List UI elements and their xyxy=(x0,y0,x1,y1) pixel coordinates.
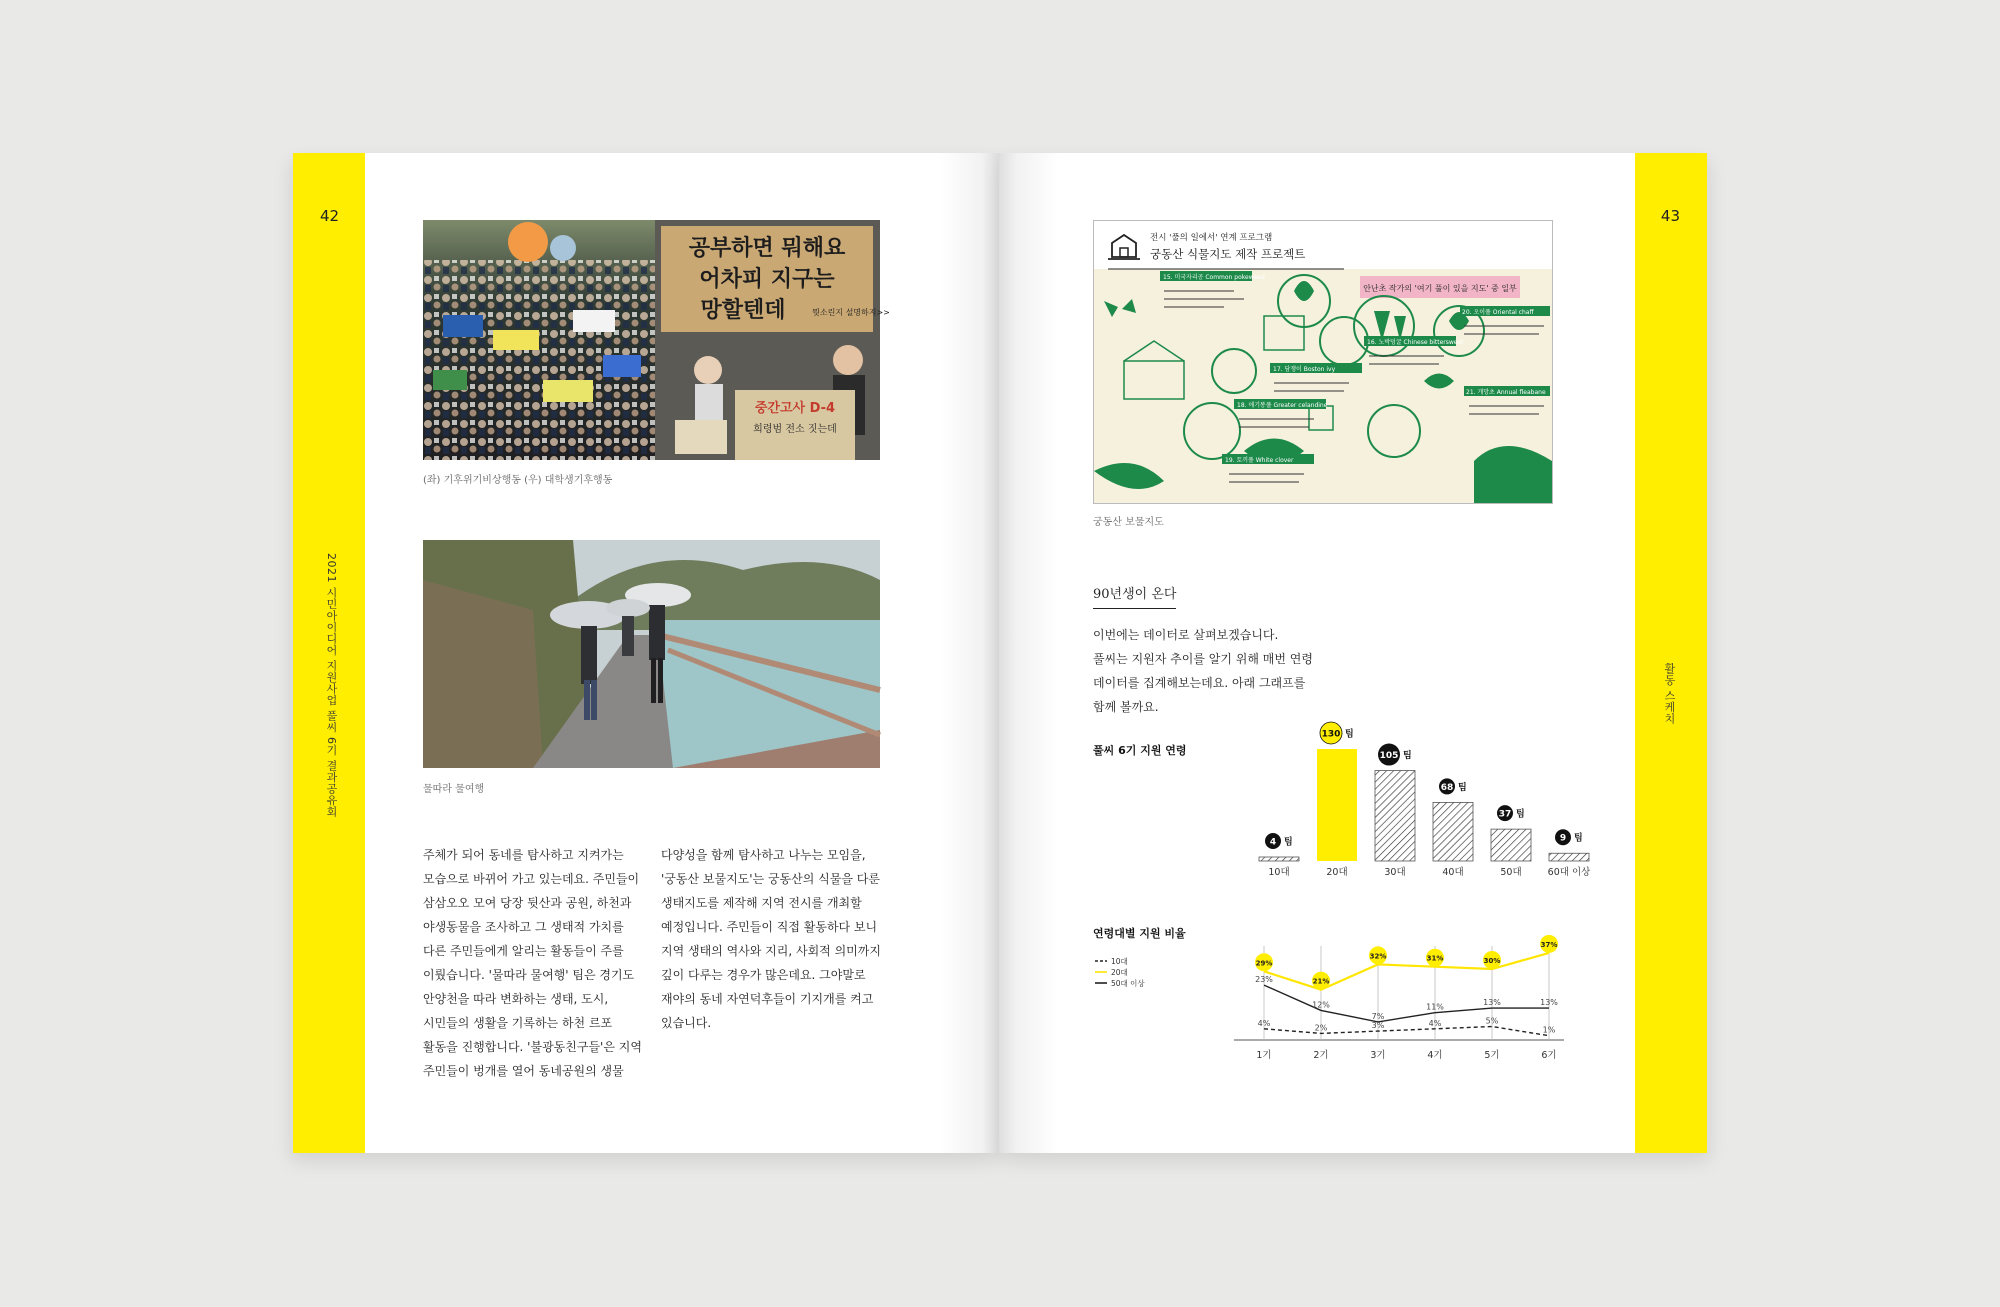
line-category-label: 1기 xyxy=(1256,1050,1272,1061)
body1-line: 다른 주민들에게 알리는 활동들이 주를 xyxy=(423,944,624,958)
magazine-spread xyxy=(293,153,1707,1153)
left-page xyxy=(293,153,999,1153)
body1-line: 주민들이 벙개를 열어 동네공원의 생물 xyxy=(423,1064,624,1078)
intro-text xyxy=(1093,623,1353,719)
legend-label: 20대 xyxy=(1111,968,1128,977)
map-title: 궁동산 식물지도 제작 프로젝트 xyxy=(1150,247,1306,261)
series-point-label: 12% xyxy=(1312,1000,1330,1010)
bar-value-label: 105 xyxy=(1379,751,1399,762)
bar-value-label: 9 xyxy=(1559,833,1567,844)
body2-line: 깊이 다루는 경우가 많은데요. 그야말로 xyxy=(661,968,866,982)
body1-line: 삼삼오오 모여 당장 뒷산과 공원, 하천과 xyxy=(423,896,632,910)
series-point-label: 2% xyxy=(1314,1023,1328,1033)
bar-chart-title: 풀씨 6기 지원 연령 xyxy=(1093,744,1187,757)
body2-line: 지역 생태의 역사와 지리, 사회적 의미까지 xyxy=(661,944,881,958)
boardwalk-photo-graphic xyxy=(423,540,880,768)
bar-40대 xyxy=(1433,802,1473,861)
protest-photo-graphic xyxy=(423,220,890,460)
line-chart-legend xyxy=(1093,953,1213,1003)
map-tag: 안난초 작가의 '여기 풀이 있을 지도' 중 일부 xyxy=(1363,284,1517,293)
bar-category-label: 40대 xyxy=(1442,867,1464,878)
bar-category-label: 20대 xyxy=(1326,867,1348,878)
running-title-right: 활동 스케치 xyxy=(1663,663,1676,725)
plant-map xyxy=(1093,220,1553,504)
sign-line-2: 어차피 지구는 xyxy=(699,267,835,292)
series-point-label: 11% xyxy=(1426,1002,1444,1012)
series-point-label: 31% xyxy=(1426,954,1444,963)
map-caption: 궁동산 보물지도 xyxy=(1093,517,1164,528)
map-label: 18. 애기똥풀 Greater celandine xyxy=(1237,402,1328,409)
bar-unit-label: 팀 xyxy=(1284,837,1293,848)
map-label: 17. 담쟁이 Boston ivy xyxy=(1273,366,1336,373)
legend-label: 50대 이상 xyxy=(1111,979,1145,988)
running-title-left: 2021 시민아이디어 지원사업 풀씨 6기 결과공유회 xyxy=(325,553,338,818)
bar-unit-label: 팀 xyxy=(1345,729,1354,740)
body1-line: 주체가 되어 동네를 탐사하고 지켜가는 xyxy=(423,848,624,862)
map-label: 16. 노박덩굴 Chinese bittersweet xyxy=(1367,339,1464,346)
right-page xyxy=(999,153,1707,1153)
boardwalk-photo-caption: 물따라 물여행 xyxy=(423,784,485,795)
map-label: 19. 토끼풀 White clover xyxy=(1225,457,1294,464)
bar-30대 xyxy=(1375,771,1415,861)
body1-line: 활동을 진행합니다. '불광동친구들'은 지역 xyxy=(423,1040,642,1054)
body2-line: 예정입니다. 주민들이 직접 활동하다 보니 xyxy=(661,920,878,934)
series-point-label: 7% xyxy=(1371,1011,1385,1021)
body1-line: 야생동물을 조사하고 그 생태적 가치를 xyxy=(423,920,624,934)
series-point-label: 32% xyxy=(1369,952,1387,961)
bar-value-label: 4 xyxy=(1269,837,1277,848)
body1-line: 모습으로 바뀌어 가고 있는데요. 주민들이 xyxy=(423,872,640,886)
body1-line: 시민들의 생활을 기록하는 하천 르포 xyxy=(423,1016,613,1030)
bar-value-label: 37 xyxy=(1498,809,1512,820)
series-point-label: 3% xyxy=(1371,1021,1385,1031)
bar-category-label: 60대 이상 xyxy=(1547,867,1591,878)
line-category-label: 4기 xyxy=(1427,1050,1443,1061)
line-category-label: 2기 xyxy=(1313,1050,1329,1061)
series-point-label: 5% xyxy=(1485,1016,1499,1026)
body2-line: 생태지도를 제작해 지역 전시를 개최할 xyxy=(661,896,862,910)
bar-unit-label: 팀 xyxy=(1403,751,1412,762)
series-point-label: 21% xyxy=(1312,977,1330,986)
body-column-2 xyxy=(661,843,881,1035)
bar-unit-label: 팀 xyxy=(1574,833,1583,844)
map-label: 15. 미국자리공 Common pokeweed xyxy=(1163,274,1265,281)
plant-map-graphic xyxy=(1094,221,1552,503)
protest-photo xyxy=(423,220,890,460)
legend-label: 10대 xyxy=(1111,957,1128,966)
map-program: 전시 '풀의 일에서' 연계 프로그램 xyxy=(1150,233,1273,243)
bar-category-label: 50대 xyxy=(1500,867,1522,878)
series-point-label: 4% xyxy=(1257,1018,1271,1028)
left-gutter-shadow xyxy=(939,153,999,1153)
series-point-label: 4% xyxy=(1428,1018,1442,1028)
body-column-1 xyxy=(423,843,643,1083)
series-line-50대 이상 xyxy=(1264,985,1549,1022)
right-yellow-band xyxy=(1635,153,1707,1153)
intro-line: 이번에는 데이터로 살펴보겠습니다. xyxy=(1093,628,1279,642)
body1-line: 이뤘습니다. '물따라 물여행' 팀은 경기도 xyxy=(423,968,635,982)
bar-category-label: 30대 xyxy=(1384,867,1406,878)
bar-60대 이상 xyxy=(1549,853,1589,861)
protest-photo-caption: (좌) 기후위기비상행동 (우) 대학생기후행동 xyxy=(423,475,613,486)
intro-line: 데이터를 집계해보는데요. 아래 그래프를 xyxy=(1093,676,1306,690)
sign-small-text: 뭣소린지 설명하지>> xyxy=(812,308,890,317)
intro-line: 함께 볼까요. xyxy=(1093,700,1159,714)
series-point-label: 13% xyxy=(1540,998,1558,1008)
body2-line: 재야의 동네 자연덕후들이 기지개를 켜고 xyxy=(661,992,874,1006)
line-chart-title: 연령대별 지원 비율 xyxy=(1093,927,1186,940)
intro-line: 풀씨는 지원자 추이를 알기 위해 매번 연령 xyxy=(1093,652,1313,666)
bar-value-label: 68 xyxy=(1440,782,1454,793)
sign-line-3: 망할텐데 xyxy=(700,298,786,323)
page-number-left: 42 xyxy=(320,207,340,225)
boardwalk-photo xyxy=(423,540,880,768)
bar-unit-label: 팀 xyxy=(1516,809,1525,820)
right-gutter-shadow xyxy=(999,153,1059,1153)
sign-line-1: 공부하면 뭐해요 xyxy=(688,236,846,261)
map-label: 20. 오이풀 Oriental chaff xyxy=(1462,309,1534,316)
body2-line: 다양성을 함께 탐사하고 나누는 모임을, xyxy=(661,848,866,862)
body1-line: 안양천을 따라 변화하는 생태, 도시, xyxy=(423,992,609,1006)
bar-chart xyxy=(1249,729,1591,881)
body2-line: 있습니다. xyxy=(661,1016,712,1030)
board-line-1: 중간고사 D-4 xyxy=(754,401,836,416)
series-point-label: 13% xyxy=(1483,998,1501,1008)
series-point-label: 1% xyxy=(1542,1025,1556,1035)
series-point-label: 23% xyxy=(1255,975,1273,985)
series-line-20대 xyxy=(1264,953,1549,990)
line-category-label: 5기 xyxy=(1484,1050,1500,1061)
board-line-2: 희령범 전소 짓는데 xyxy=(753,424,837,435)
bar-value-label: 130 xyxy=(1321,729,1341,740)
series-point-label: 37% xyxy=(1540,940,1558,949)
line-category-label: 6기 xyxy=(1541,1050,1557,1061)
series-line-10대 xyxy=(1264,1027,1549,1036)
map-label: 21. 개망초 Annual fleabane xyxy=(1466,389,1546,396)
bar-50대 xyxy=(1491,829,1531,861)
series-point-label: 30% xyxy=(1483,957,1501,965)
page-number-right: 43 xyxy=(1660,207,1680,225)
bar-20대 xyxy=(1317,749,1357,861)
series-point-label: 29% xyxy=(1255,959,1273,968)
bar-unit-label: 팀 xyxy=(1458,782,1467,793)
bar-category-label: 10대 xyxy=(1268,867,1290,878)
body2-line: '궁동산 보물지도'는 궁동산의 식물을 다룬 xyxy=(661,872,880,886)
bar-10대 xyxy=(1259,857,1299,861)
line-category-label: 3기 xyxy=(1370,1050,1386,1061)
line-chart xyxy=(1234,938,1574,1068)
section-title: 90년생이 온다 xyxy=(1093,583,1176,609)
